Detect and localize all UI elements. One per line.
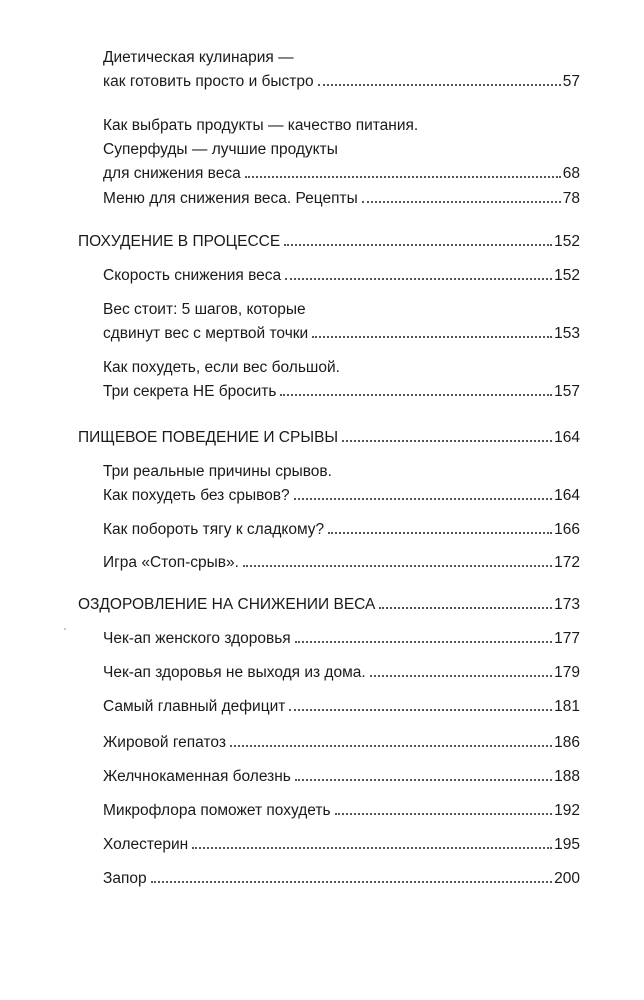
toc-entry-title: Три секрета НЕ бросить <box>103 383 277 400</box>
toc-entry-line <box>103 322 580 346</box>
toc-entry-title: Три реальные причины срывов. <box>103 463 332 480</box>
toc-entry-line <box>78 426 580 450</box>
dot-leader <box>284 243 552 246</box>
dot-leader <box>243 564 552 567</box>
toc-page-number: 153 <box>554 325 580 342</box>
toc-entry[interactable] <box>103 356 580 404</box>
dot-leader <box>370 674 552 677</box>
toc-entry-line <box>103 356 580 380</box>
toc-page-number: 188 <box>554 768 580 785</box>
toc-entry-title: как готовить просто и быстро <box>103 73 314 90</box>
toc-entry-line <box>103 867 580 891</box>
toc-entry[interactable] <box>103 518 580 542</box>
dot-leader <box>312 335 552 338</box>
toc-entry-line <box>103 765 580 789</box>
toc-entry-title: Чек-ап женского здоровья <box>103 630 291 647</box>
toc-entry[interactable] <box>103 46 580 94</box>
toc-entry-line <box>103 799 580 823</box>
toc-entry-line <box>103 114 580 138</box>
toc-entry[interactable] <box>103 731 580 755</box>
toc-entry-line <box>103 695 580 719</box>
toc-entry-title: Самый главный дефицит <box>103 698 286 715</box>
toc-entry-line <box>103 46 580 70</box>
dot-leader <box>192 846 552 849</box>
toc-page-number: 181 <box>554 698 580 715</box>
toc-entry-line <box>103 162 580 186</box>
toc-entry-line <box>103 298 580 322</box>
toc-entry-title: Меню для снижения веса. Рецепты <box>103 190 358 207</box>
toc-entry[interactable] <box>103 833 580 857</box>
toc-entry[interactable] <box>103 799 580 823</box>
dot-leader <box>280 393 552 396</box>
toc-page-number: 166 <box>554 521 580 538</box>
toc-entry[interactable] <box>103 627 580 651</box>
dot-leader <box>318 83 561 86</box>
toc-entry-title: Вес стоит: 5 шагов, которые <box>103 301 306 318</box>
toc-entry-line <box>103 380 580 404</box>
toc-entry-title: Как похудеть без срывов? <box>103 487 290 504</box>
toc-entry-line <box>103 731 580 755</box>
toc-entry-line <box>103 264 580 288</box>
toc-page-number: 152 <box>554 233 580 250</box>
dot-leader <box>295 778 552 781</box>
toc-entry-title: Как побороть тягу к сладкому? <box>103 521 325 538</box>
toc-page-number: 68 <box>562 165 580 182</box>
toc-section-entry[interactable] <box>78 593 580 617</box>
toc-entry-title: Жировой гепатоз <box>103 734 226 751</box>
dot-leader <box>295 640 552 643</box>
toc-entry-title: Суперфуды — лучшие продукты <box>103 141 338 158</box>
toc-page-number: 192 <box>554 802 580 819</box>
toc-page-number: 195 <box>554 836 580 853</box>
toc-entry[interactable] <box>103 765 580 789</box>
toc-page-number: 164 <box>554 487 580 504</box>
toc-entry-line <box>103 551 580 575</box>
toc-entry-line <box>103 70 580 94</box>
toc-page-number: 179 <box>554 664 580 681</box>
toc-entry-title: Как выбрать продукты — качество питания. <box>103 117 419 134</box>
toc-entry-line <box>103 627 580 651</box>
toc-entry[interactable] <box>103 264 580 288</box>
dot-leader <box>230 744 552 747</box>
dot-leader <box>335 812 553 815</box>
toc-entry-line <box>103 484 580 508</box>
toc-entry-title: ПИЩЕВОЕ ПОВЕДЕНИЕ И СРЫВЫ <box>78 429 339 446</box>
toc-entry-title: сдвинут вес с мертвой точки <box>103 325 309 342</box>
toc-entry-line <box>103 187 580 211</box>
toc-entry-title: Микрофлора поможет похудеть <box>103 802 331 819</box>
dot-leader <box>151 880 553 883</box>
toc-entry-title: для снижения веса <box>103 165 241 182</box>
toc-entry-line <box>103 460 580 484</box>
toc-entry-line <box>103 138 580 162</box>
toc-page-number: 186 <box>554 734 580 751</box>
toc-entry[interactable] <box>103 661 580 685</box>
toc-page-number: 157 <box>554 383 580 400</box>
toc-entry-line <box>103 833 580 857</box>
scan-speck <box>64 628 66 630</box>
toc-entry-title: Запор <box>103 870 147 887</box>
toc-entry-title: Диетическая кулинария — <box>103 49 294 66</box>
dot-leader <box>245 175 561 178</box>
dot-leader <box>342 439 552 442</box>
toc-entry[interactable] <box>103 114 580 186</box>
dot-leader <box>294 497 552 500</box>
toc-entry-line <box>103 661 580 685</box>
dot-leader <box>362 200 561 203</box>
toc-page-number: 57 <box>562 73 580 90</box>
toc-entry[interactable] <box>103 460 580 508</box>
toc-entry[interactable] <box>103 551 580 575</box>
toc-entry-title: Желчнокаменная болезнь <box>103 768 291 785</box>
toc-page-number: 164 <box>554 429 580 446</box>
toc-page-number: 177 <box>554 630 580 647</box>
toc-entry-title: Как похудеть, если вес большой. <box>103 359 340 376</box>
toc-page-number: 152 <box>554 267 580 284</box>
toc-entry-title: Чек-ап здоровья не выходя из дома. <box>103 664 366 681</box>
toc-entry[interactable] <box>103 187 580 211</box>
dot-leader <box>289 708 552 711</box>
dot-leader <box>328 531 552 534</box>
toc-page-number: 173 <box>554 596 580 613</box>
toc-entry-title: ОЗДОРОВЛЕНИЕ НА СНИЖЕНИИ ВЕСА <box>78 596 376 613</box>
toc-entry-line <box>103 518 580 542</box>
toc-entry-title: ПОХУДЕНИЕ В ПРОЦЕССЕ <box>78 233 281 250</box>
dot-leader <box>285 277 552 280</box>
toc-section-entry[interactable] <box>78 426 580 450</box>
toc-page-number: 200 <box>554 870 580 887</box>
dot-leader <box>379 606 552 609</box>
toc-entry[interactable] <box>103 298 580 346</box>
toc-entry-line <box>78 593 580 617</box>
toc-entry[interactable] <box>103 695 580 719</box>
toc-entry-title: Скорость снижения веса <box>103 267 282 284</box>
toc-entry-title: Холестерин <box>103 836 189 853</box>
toc-entry[interactable] <box>103 867 580 891</box>
toc-page-number: 172 <box>554 554 580 571</box>
toc-entry-title: Игра «Стоп-срыв». <box>103 554 239 571</box>
toc-section-entry[interactable] <box>78 230 580 254</box>
toc-page-number: 78 <box>562 190 580 207</box>
toc-entry-line <box>78 230 580 254</box>
